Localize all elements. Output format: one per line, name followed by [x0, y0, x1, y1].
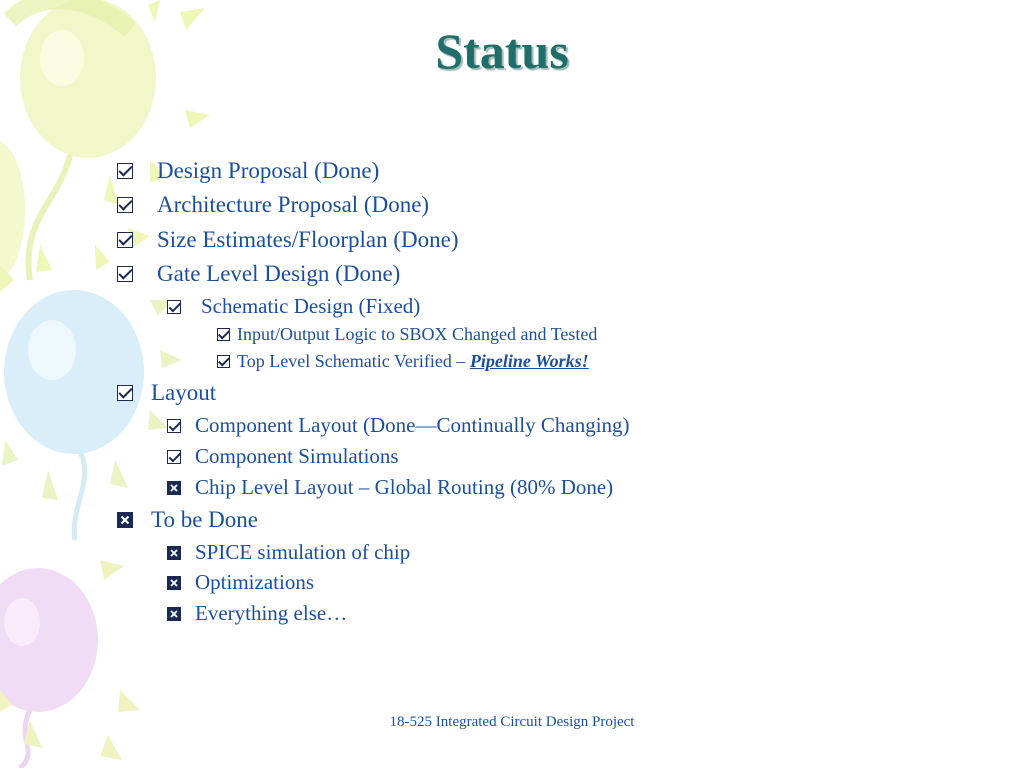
checked-box-icon: [117, 163, 133, 179]
slide-footer: 18-525 Integrated Circuit Design Project: [389, 714, 635, 730]
item-label: Everything else…: [195, 601, 348, 625]
crossed-box-icon: [117, 512, 133, 528]
list-item-to-be-done: [117, 507, 258, 533]
item-label: Component Layout (Done—Continually Changing): [195, 413, 630, 437]
item-label: Architecture Proposal (Done): [157, 192, 430, 217]
crossed-box-icon: [167, 576, 181, 590]
list-item-chip-level-layout: [167, 475, 613, 500]
item-label: Component Simulations: [195, 444, 399, 468]
crossed-box-icon: [167, 481, 181, 495]
item-label: Input/Output Logic to SBOX Changed and Tested: [237, 324, 598, 344]
item-label: Schematic Design (Fixed): [201, 294, 421, 318]
checked-box-icon: [217, 328, 230, 341]
list-item-gate-level-design: [117, 261, 400, 287]
item-label: To be Done: [151, 507, 258, 532]
item-label: Chip Level Layout – Global Routing (80% Done): [195, 475, 614, 499]
list-item-io-logic: [217, 324, 597, 345]
checked-box-icon: [117, 232, 133, 248]
checked-box-icon: [217, 355, 230, 368]
list-item-size-estimates: [117, 227, 459, 253]
list-item-everything-else: [167, 601, 347, 626]
list-item-component-simulations: [167, 444, 399, 469]
checked-box-icon: [117, 385, 133, 401]
list-item-layout: [117, 380, 216, 406]
crossed-box-icon: [167, 607, 181, 621]
item-label: Optimizations: [195, 570, 314, 594]
crossed-box-icon: [167, 546, 181, 560]
list-item-schematic-design: [167, 294, 420, 319]
item-label: Design Proposal (Done): [157, 158, 380, 183]
list-item-optimizations: [167, 570, 314, 595]
checked-box-icon: [167, 419, 181, 433]
list-item-component-layout: [167, 413, 630, 438]
list-item-top-level-schematic: [217, 351, 589, 372]
list-item-design-proposal: [117, 158, 379, 184]
list-item-architecture-proposal: [117, 192, 429, 218]
slide-title: Status: [435, 23, 569, 79]
item-label: Size Estimates/Floorplan (Done): [157, 227, 459, 252]
item-label: Top Level Schematic Verified –: [237, 351, 470, 371]
item-label: Gate Level Design (Done): [157, 261, 401, 286]
checked-box-icon: [167, 450, 181, 464]
checked-box-icon: [117, 197, 133, 213]
item-label: Layout: [151, 380, 217, 405]
item-label: SPICE simulation of chip: [195, 540, 411, 564]
list-item-spice-simulation: [167, 540, 410, 565]
checked-box-icon: [167, 300, 181, 314]
pipeline-works-emphasis: Pipeline Works!: [469, 351, 589, 371]
checked-box-icon: [117, 266, 133, 282]
